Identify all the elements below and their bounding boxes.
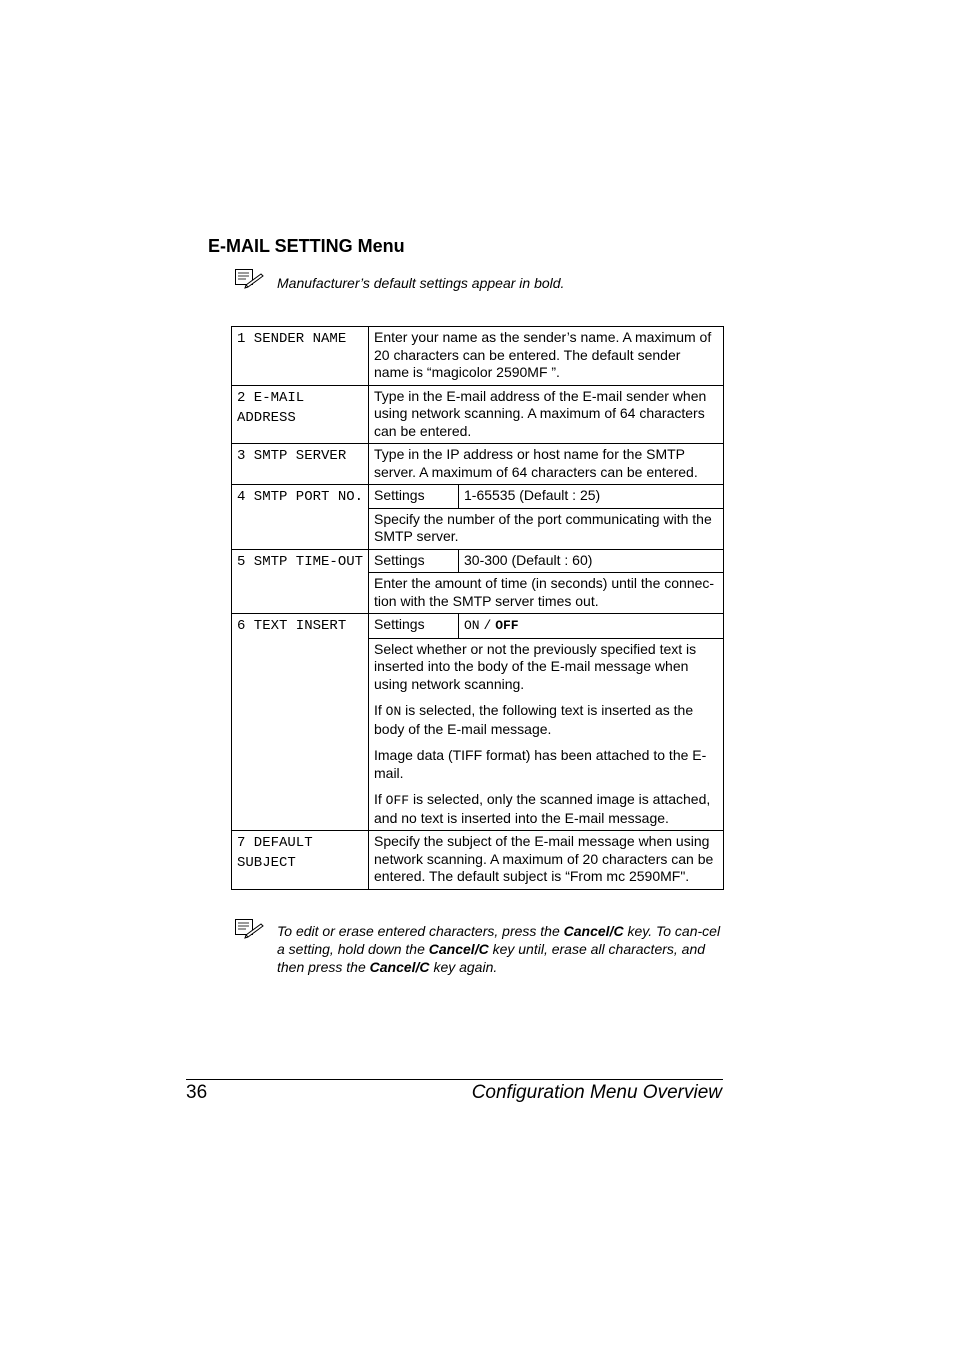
description-paragraph — [374, 791, 719, 827]
table-row — [232, 327, 724, 386]
section-heading: E-MAIL SETTING Menu — [208, 236, 405, 256]
text-fragment: If — [374, 702, 382, 718]
keyword-on: ON — [385, 704, 402, 719]
text-fragment: If — [374, 791, 382, 807]
text-fragment: key. To can-cel a setting, hold down the — [277, 923, 721, 957]
menu-item-label: 6 TEXT INSERT — [232, 614, 369, 831]
settings-label: Settings — [369, 614, 459, 639]
menu-item-description: Type in the IP address or host name for the SMTP server. A maximum of 64 characters can be entered. — [369, 444, 724, 485]
table-row — [232, 831, 724, 890]
option-separator: / — [483, 618, 492, 633]
table-row — [232, 385, 724, 444]
table-row — [232, 485, 724, 509]
settings-value — [459, 614, 724, 639]
menu-item-description: Type in the E-mail address of the E-mail sender when using network scanning. A maximum of 64 characters can be entered. — [369, 385, 724, 444]
settings-value: 1-65535 (Default : 25) — [459, 485, 724, 509]
note-pencil-icon — [232, 266, 266, 290]
keyword-off: OFF — [385, 793, 410, 808]
text-fragment: key until, erase all characters, and then press the — [277, 941, 706, 975]
page-number: 36 — [186, 1082, 208, 1103]
menu-item-label: 7 DEFAULT SUBJECT — [232, 831, 369, 890]
key-name: Cancel/C — [428, 941, 489, 957]
table-row — [232, 549, 724, 573]
footer-rule — [186, 1079, 723, 1080]
email-settings-table — [231, 326, 724, 890]
settings-value: 30-300 (Default : 60) — [459, 549, 724, 573]
description-paragraph: Select whether or not the previously specified text is inserted into the body of the E-mail message when using network scanning. — [374, 640, 697, 692]
table-row — [232, 444, 724, 485]
text-fragment: is selected, the following text is inserted as the body of the E-mail message. — [374, 702, 694, 737]
table-row — [232, 614, 724, 639]
text-fragment: To edit or erase entered characters, press the — [277, 923, 560, 939]
menu-item-description: Enter the amount of time (in seconds) until the connec-tion with the SMTP server times out. — [369, 573, 724, 614]
menu-item-label: 2 E-MAIL ADDRESS — [232, 385, 369, 444]
note-text: Manufacturer’s default settings appear in bold. — [277, 275, 565, 291]
option-on: ON — [464, 618, 480, 633]
menu-item-description — [369, 638, 724, 831]
menu-item-label: 1 SENDER NAME — [232, 327, 369, 386]
note-text — [277, 922, 723, 976]
menu-item-label: 3 SMTP SERVER — [232, 444, 369, 485]
menu-item-description: Specify the number of the port communicating with the SMTP server. — [369, 508, 724, 549]
text-fragment: key again. — [433, 959, 498, 975]
menu-item-description: Enter your name as the sender’s name. A maximum of 20 characters can be entered. The default sender name is “magicolor 2590MF ”. — [369, 327, 724, 386]
menu-item-label: 5 SMTP TIME-OUT — [232, 549, 369, 614]
menu-item-description: Specify the subject of the E-mail message when using network scanning. A maximum of 20 characters can be entered. The default subject is “From mc 2590MF". — [369, 831, 724, 890]
text-fragment: is selected, only the scanned image is attached, and no text is inserted into the E-mail message. — [374, 791, 711, 826]
settings-label: Settings — [369, 485, 459, 509]
settings-label: Settings — [369, 549, 459, 573]
key-name: Cancel/C — [369, 959, 430, 975]
footer-title: Configuration Menu Overview — [471, 1082, 722, 1103]
description-paragraph: Image data (TIFF format) has been attached to the E-mail. — [374, 747, 707, 781]
note-pencil-icon — [232, 916, 266, 940]
option-off-default: OFF — [495, 618, 519, 633]
description-paragraph — [374, 702, 719, 738]
menu-item-label: 4 SMTP PORT NO. — [232, 485, 369, 550]
key-name: Cancel/C — [563, 923, 624, 939]
